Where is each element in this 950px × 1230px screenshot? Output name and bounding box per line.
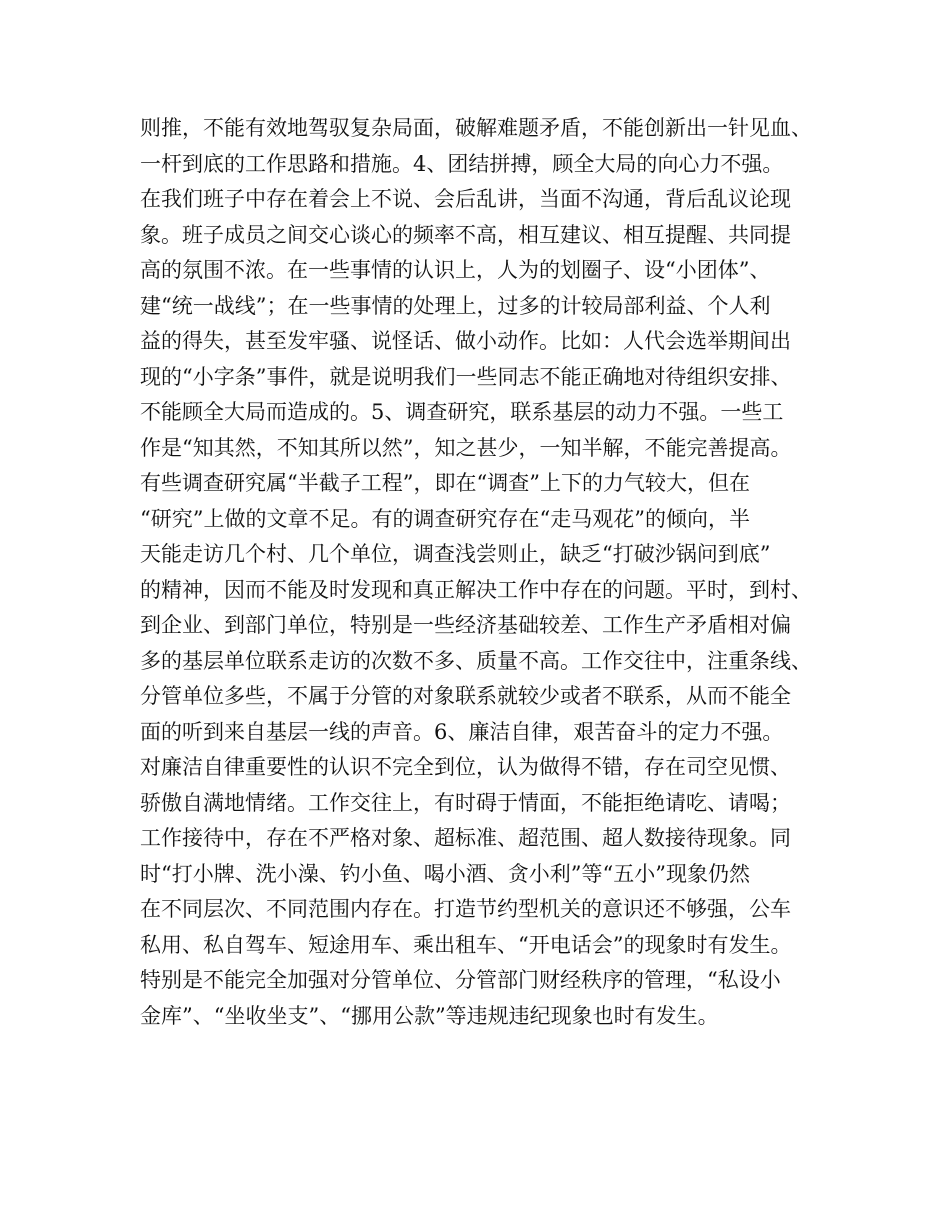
text-line-17: 分管单位多些，不属于分管的对象联系就较少或者不联系，从而不能全 xyxy=(140,684,791,708)
text-line-5: 高的氛围不浓。在一些事情的认识上，人为的划圈子、设“小团体”、 xyxy=(140,258,771,282)
text-line-6: 建“统一战线”；在一些事情的处理上，过多的计较局部利益、个人利 xyxy=(140,293,771,318)
text-line-3: 在我们班子中存在着会上不说、会后乱讲，当面不沟通，背后乱议论现 xyxy=(140,187,791,211)
text-line-19: 对廉洁自律重要性的认识不完全到位，认为做得不错，存在司空见惯、 xyxy=(140,755,791,779)
body-paragraph xyxy=(140,111,840,1034)
text-line-23: 在不同层次、不同范围内存在。打造节约型机关的意识还不够强，公车 xyxy=(140,897,791,921)
text-line-22: 时“打小牌、洗小澡、钓小鱼、喝小酒、贪小利”等“五小”现象仍然 xyxy=(140,861,750,886)
text-line-9: 不能顾全大局而造成的。5、调查研究，联系基层的动力不强。一些工 xyxy=(140,400,784,424)
text-line-7: 益的得失，甚至发牢骚、说怪话、做小动作。比如：人代会选举期间出 xyxy=(140,329,791,353)
text-line-2: 一杆到底的工作思路和措施。4、团结拼搏，顾全大局的向心力不强。 xyxy=(140,151,784,176)
text-line-12: “研究”上做的文章不足。有的调查研究存在“走马观花”的倾向，半 xyxy=(140,506,750,531)
text-line-14: 的精神，因而不能及时发现和真正解决工作中存在的问题。平时，到村、 xyxy=(140,577,812,602)
text-line-26: 金库”、“坐收坐支”、“挪用公款”等违规违纪现象也时有发生。 xyxy=(140,1003,719,1028)
text-line-25: 特别是不能完全加强对分管单位、分管部门财经秩序的管理，“私设小 xyxy=(140,968,781,992)
text-line-20: 骄傲自满地情绪。工作交往上，有时碍于情面，不能拒绝请吃、请喝； xyxy=(140,790,791,815)
text-line-10: 作是“知其然，不知其所以然”，知之甚少，一知半解，不能完善提高。 xyxy=(140,435,792,460)
text-line-24: 私用、私自驾车、短途用车、乘出租车、“开电话会”的现象时有发生。 xyxy=(140,932,792,957)
text-line-21: 工作接待中，存在不严格对象、超标准、超范围、超人数接待现象。同 xyxy=(140,826,791,850)
text-line-8: 现的“小字条”事件，就是说明我们一些同志不能正确地对待组织安排、 xyxy=(140,364,792,389)
text-line-11: 有些调查研究属“半截子工程”，即在“调查”上下的力气较大，但在 xyxy=(140,471,750,495)
text-line-13: 天能走访几个村、几个单位，调查浅尝则止，缺乏“打破沙锅问到底” xyxy=(140,542,771,566)
text-line-16: 多的基层单位联系走访的次数不多、质量不高。工作交往中，注重条线、 xyxy=(140,648,812,673)
text-line-4: 象。班子成员之间交心谈心的频率不高，相互建议、相互提醒、共同提 xyxy=(140,222,791,247)
text-line-15: 到企业、到部门单位，特别是一些经济基础较差、工作生产矛盾相对偏 xyxy=(140,613,791,637)
text-line-1: 则推，不能有效地驾驭复杂局面，破解难题矛盾，不能创新出一针见血、 xyxy=(140,116,812,140)
text-line-18: 面的听到来自基层一线的声音。6、廉洁自律，艰苦奋斗的定力不强。 xyxy=(140,719,784,744)
